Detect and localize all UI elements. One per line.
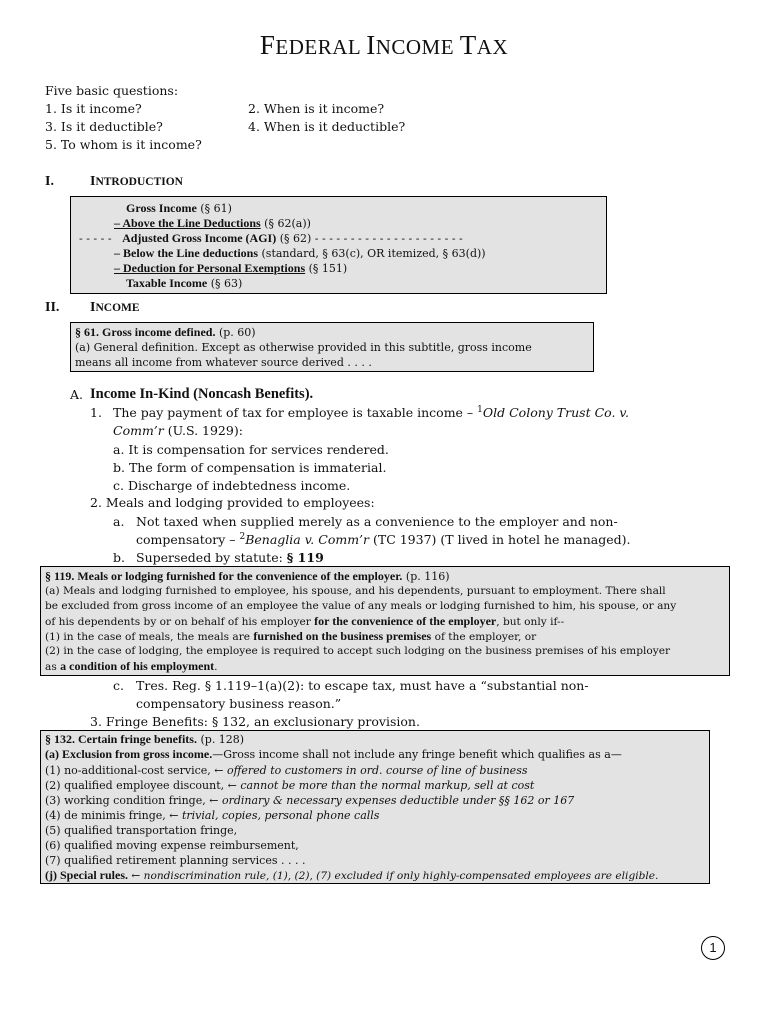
- page-number-badge: 1: [701, 936, 725, 960]
- outline-item-2a-cont: compensatory – $^2$Benaglia v. Comm’r (TC 1937) (T lived in hotel he managed).: [136, 531, 631, 547]
- section-119-line-5: (2) in the case of lodging, the employee is required to accept such lodging on the business premises of his employer: [45, 645, 671, 657]
- section-119-line-4: (1) in the case of meals, the meals are furnished on the business premises of the employer, or: [45, 629, 537, 643]
- section-61-line-1: (a) General definition. Except as otherwise provided in this subtitle, gross income: [75, 341, 532, 354]
- outline-item-2c-label: c.: [113, 678, 124, 693]
- outline-item-1a: a. It is compensation for services rendered.: [113, 442, 389, 457]
- section-119-heading: § 119. Meals or lodging furnished for the convenience of the employer. (p. 116): [45, 569, 450, 583]
- formula-gross-income: Gross Income (§ 61): [126, 201, 232, 215]
- outline-item-2c-cont: compensatory business reason.”: [136, 696, 342, 711]
- section-1-numeral: I.: [45, 174, 54, 189]
- outline-item-2c: Tres. Reg. § 1.119–1(a)(2): to escape tax, must have a “substantial non-: [136, 678, 589, 693]
- outline-item-2b: Superseded by statute: § 119: [136, 550, 324, 565]
- outline-a-label: A.: [70, 387, 84, 402]
- outline-item-2a-label: a.: [113, 514, 125, 529]
- fringe-item-6: (6) qualified moving expense reimbursement,: [45, 839, 299, 852]
- outline-item-1-cont: Comm’r (U.S. 1929):: [113, 423, 243, 438]
- outline-item-2a: Not taxed when supplied merely as a convenience to the employer and non-: [136, 514, 618, 529]
- question-3: 3. Is it deductible?: [45, 119, 163, 134]
- document-title: FEDERAL INCOME TAX: [259, 30, 509, 60]
- outline-item-1c: c. Discharge of indebtedness income.: [113, 478, 351, 493]
- outline-item-1: The pay payment of tax for employee is taxable income – $^1$Old Colony Trust Co. v.: [113, 404, 629, 420]
- questions-intro: Five basic questions:: [45, 83, 179, 98]
- section-61-line-2: means all income from whatever source derived . . . .: [75, 356, 372, 369]
- section-1-title: INTRODUCTION: [90, 174, 183, 189]
- formula-above-line: – Above the Line Deductions (§ 62(a)): [114, 216, 311, 230]
- question-1: 1. Is it income?: [45, 101, 142, 116]
- formula-below-line: – Below the Line deductions (standard, § 63(c), OR itemized, § 63(d)): [114, 246, 486, 260]
- outline-item-1b: b. The form of compensation is immaterial.: [113, 460, 387, 475]
- fringe-item-7: (7) qualified retirement planning services . . . .: [45, 854, 306, 867]
- fringe-item-2: (2) qualified employee discount, ← cannot be more than the normal markup, sell at cost: [45, 779, 535, 792]
- question-4: 4. When is it deductible?: [248, 119, 406, 134]
- outline-item-2b-label: b.: [113, 550, 125, 565]
- formula-taxable-income: Taxable Income (§ 63): [126, 276, 243, 290]
- section-119-line-1: (a) Meals and lodging furnished to employee, his spouse, and his dependents, pursuant to employment. There shall: [45, 585, 666, 597]
- section-119-line-3: of his dependents by or on behalf of his employer for the convenience of the employer, but only if--: [45, 614, 565, 628]
- fringe-item-5: (5) qualified transportation fringe,: [45, 824, 238, 837]
- question-2: 2. When is it income?: [248, 101, 385, 116]
- section-132-heading: § 132. Certain fringe benefits. (p. 128): [45, 732, 245, 746]
- outline-item-2: 2. Meals and lodging provided to employees:: [90, 495, 375, 510]
- fringe-item-3: (3) working condition fringe, ← ordinary & necessary expenses deductible under §§ 162 or 167: [45, 794, 575, 807]
- fringe-item-1: (1) no-additional-cost service, ← offered to customers in ord. course of line of business: [45, 764, 528, 777]
- section-2-title: INCOME: [90, 300, 140, 315]
- formula-personal-exemptions: – Deduction for Personal Exemptions (§ 151): [114, 261, 348, 275]
- section-132-subsection-a: (a) Exclusion from gross income.—Gross income shall not include any fringe benefit which qualifies as a—: [45, 747, 622, 761]
- section-132-special-rules: (j) Special rules. ← nondiscrimination rule, (1), (2), (7) excluded if only highly-compensated employees are eligible.: [45, 868, 659, 882]
- section-119-line-6: as a condition of his employment.: [45, 659, 218, 673]
- section-61-heading: § 61. Gross income defined. (p. 60): [75, 325, 256, 339]
- outline-item-1-num: 1.: [90, 405, 102, 420]
- formula-agi: - - - - - Adjusted Gross Income (AGI) (§ 62) - - - - - - - - - - - - - - - - - - - - -: [79, 231, 463, 245]
- section-2-numeral: II.: [45, 300, 60, 315]
- section-119-line-2: be excluded from gross income of an employee the value of any meals or lodging furnished to him, his spouse, or any: [45, 600, 677, 612]
- question-5: 5. To whom is it income?: [45, 137, 202, 152]
- outline-a-title: Income In-Kind (Noncash Benefits).: [90, 386, 314, 402]
- outline-item-3: 3. Fringe Benefits: § 132, an exclusionary provision.: [90, 714, 420, 729]
- fringe-item-4: (4) de minimis fringe, ← trivial, copies, personal phone calls: [45, 809, 380, 822]
